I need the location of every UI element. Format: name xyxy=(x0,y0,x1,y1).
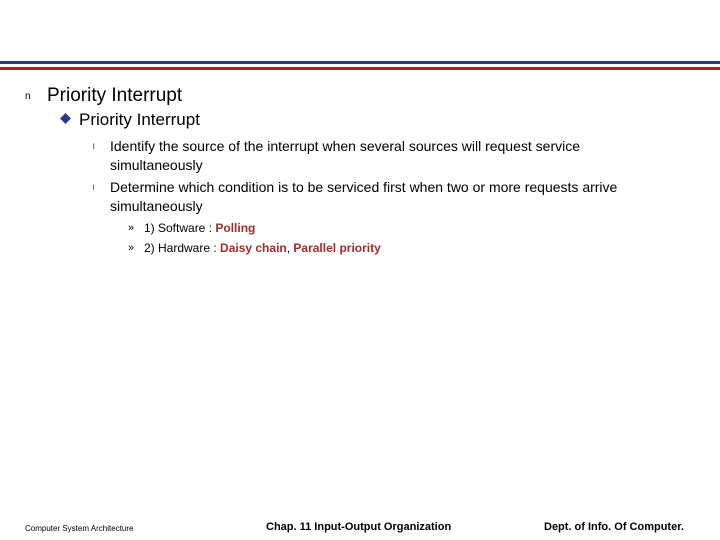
level4-item-1-prefix: 1) Software : xyxy=(144,221,216,235)
header-rule-red xyxy=(0,67,720,70)
level3-item-1-line-1: Identify the source of the interrupt when several sources will request service xyxy=(110,138,581,154)
header-rule-blue xyxy=(0,61,720,64)
level1-heading: Priority Interrupt xyxy=(47,85,183,106)
header-rule-gap xyxy=(0,65,720,66)
level4-item-2 xyxy=(144,241,381,255)
level4-item-2-highlight-a: Daisy chain xyxy=(220,241,287,255)
level4-item-2-prefix: 2) Hardware : xyxy=(144,241,221,255)
level4-bullet-2: » xyxy=(128,242,135,254)
level3-item-2 xyxy=(110,178,710,215)
level3-item-1-line-2: simultaneously xyxy=(110,156,203,173)
level1-bullet: n xyxy=(25,91,31,102)
level3-item-2-line-2: simultaneously xyxy=(110,197,203,214)
level3-bullet-2: l xyxy=(93,185,95,192)
level4-item-2-sep: , xyxy=(286,241,294,255)
level3-bullet-1: l xyxy=(93,144,95,151)
diamond-bullet-icon xyxy=(60,113,71,124)
level4-item-1-highlight: Polling xyxy=(215,221,256,235)
level4-bullet-1: » xyxy=(128,222,135,234)
level2-heading: Priority Interrupt xyxy=(79,110,200,129)
footer-left: Computer System Architecture xyxy=(25,524,134,533)
level3-item-1 xyxy=(110,137,710,174)
level3-item-2-line-1: Determine which condition is to be serviced first when two or more requests arrive xyxy=(110,179,618,195)
footer-right: Dept. of Info. Of Computer. xyxy=(544,521,684,533)
level4-item-1 xyxy=(144,221,255,235)
footer-center: Chap. 11 Input-Output Organization xyxy=(266,521,452,533)
level4-item-2-highlight-b: Parallel priority xyxy=(293,241,381,255)
